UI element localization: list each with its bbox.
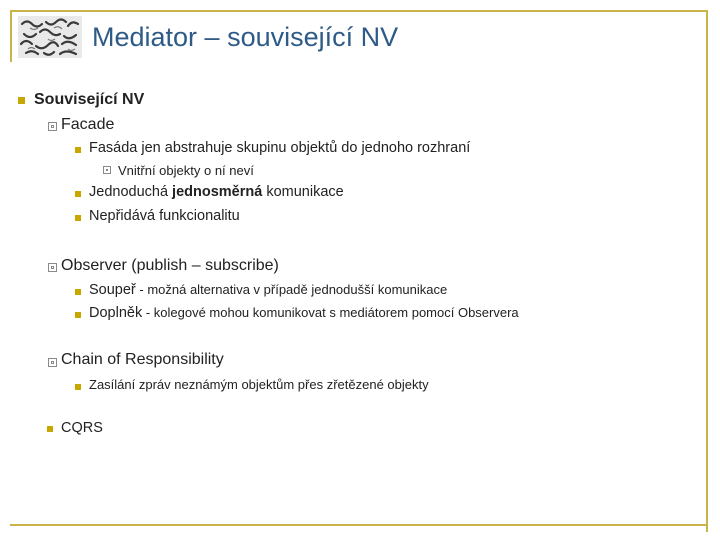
frame-top-line xyxy=(10,10,708,12)
bullet-square-icon xyxy=(75,289,81,295)
bullet-square-icon xyxy=(75,312,81,318)
bullet-square-icon xyxy=(75,191,81,197)
bullet-box-icon xyxy=(103,166,111,174)
observer-point-2-main: Doplněk xyxy=(89,305,143,321)
frame-bottom-line xyxy=(10,524,708,526)
observer-point-2-rest: - kolegové mohou komunikovat s mediátorem pomocí Observera xyxy=(142,305,519,320)
bullet-square-icon xyxy=(47,426,53,432)
observer-point-1-rest: - možná alternativa v případě jednodušší komunikace xyxy=(135,282,448,297)
worms-grid-logo-icon xyxy=(18,16,82,58)
heading-souvisejici: Související NV xyxy=(34,91,145,108)
bullet-box-icon xyxy=(48,358,57,367)
observer-point-1 xyxy=(89,281,447,299)
bullet-square-icon xyxy=(75,384,81,390)
cqrs-label: CQRS xyxy=(61,420,103,436)
bullet-square-icon xyxy=(75,147,81,153)
facade-point-2-post: komunikace xyxy=(262,184,344,200)
frame-right-line xyxy=(706,10,708,532)
bullet-box-icon xyxy=(48,122,57,131)
bullet-box-icon xyxy=(48,263,57,272)
facade-point-1: Fasáda jen abstrahuje skupinu objektů do jednoho rozhraní xyxy=(89,140,471,156)
observer-point-1-main: Soupeř xyxy=(89,282,136,298)
facade-point-3: Nepřidává funkcionalitu xyxy=(89,208,240,224)
facade-point-1-sub: Vnitřní objekty o ní neví xyxy=(118,163,254,178)
facade-label: Facade xyxy=(61,116,115,133)
observer-label: Observer (publish – subscribe) xyxy=(61,257,279,274)
observer-point-2 xyxy=(89,304,519,322)
slide-title: Mediator – související NV xyxy=(92,22,399,52)
chain-point-1: Zasílání zpráv neznámým objektům přes zřetězené objekty xyxy=(89,377,429,392)
facade-point-2 xyxy=(89,184,344,200)
facade-point-2-bold: jednosměrná xyxy=(172,184,263,200)
chain-label: Chain of Responsibility xyxy=(61,351,224,368)
frame-left-line xyxy=(10,10,12,62)
facade-point-2-pre: Jednoduchá xyxy=(89,184,173,200)
bullet-square-icon xyxy=(75,215,81,221)
bullet-square-icon xyxy=(18,97,25,104)
